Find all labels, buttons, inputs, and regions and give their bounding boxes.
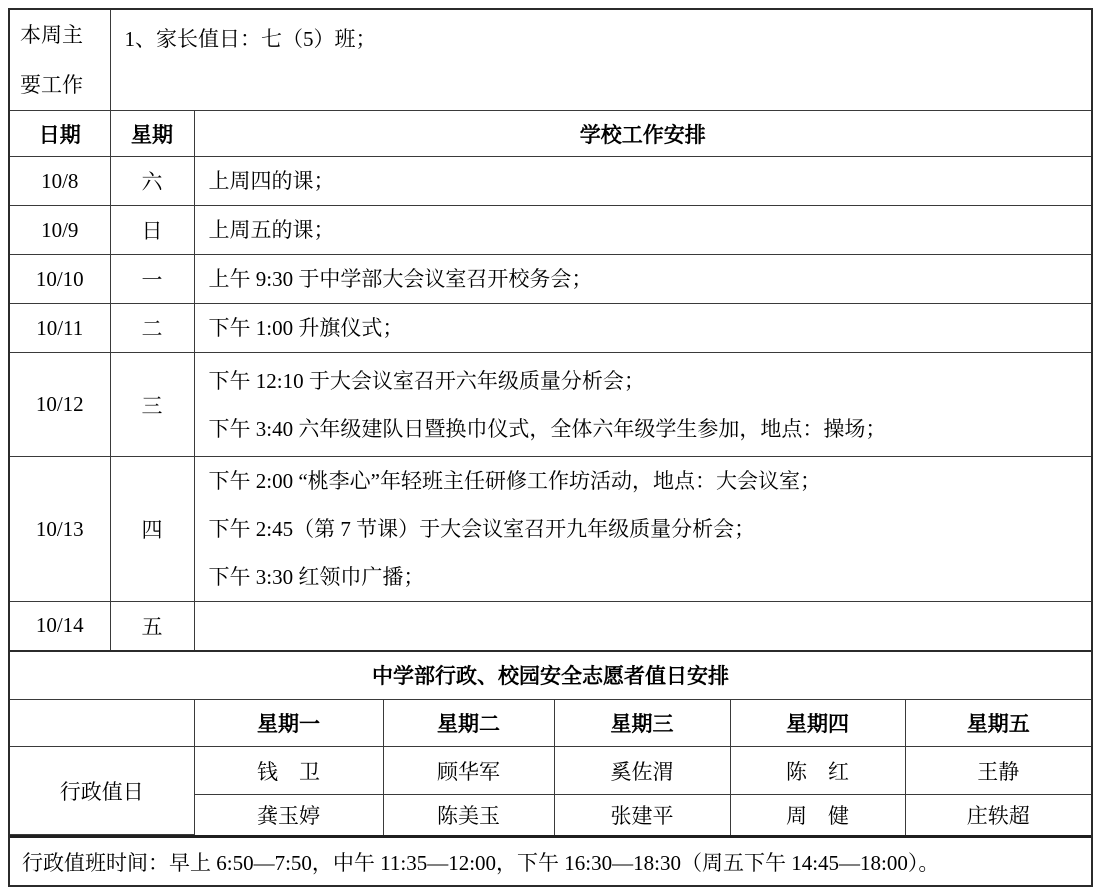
arrangement-item: 下午 2:45（第 7 节课）于大会议室召开九年级质量分析会； xyxy=(208,517,756,541)
weekday-cell: 二 xyxy=(110,304,194,353)
weekday-cell: 四 xyxy=(110,457,194,602)
duty-header-empty-cell xyxy=(10,700,194,747)
arrangement-cell xyxy=(194,602,1091,650)
duty-header-monday: 星期一 xyxy=(194,700,383,747)
weekday-cell: 六 xyxy=(110,157,194,206)
week-summary-row xyxy=(10,10,1091,111)
header-date: 日期 xyxy=(10,111,110,157)
schedule-row-10-9 xyxy=(10,206,1091,255)
arrangement-cell xyxy=(194,255,1091,304)
duty-name-cell: 庄轶超 xyxy=(905,795,1091,835)
duty-name-cell: 陈 红 xyxy=(730,747,905,795)
duty-header-wednesday: 星期三 xyxy=(554,700,730,747)
week-summary-label xyxy=(10,10,110,111)
date-cell: 10/11 xyxy=(10,304,110,353)
duty-name-cell: 顾华军 xyxy=(383,747,554,795)
arrangement-item: 上周四的课； xyxy=(208,169,335,193)
duty-names-row-1 xyxy=(10,747,1091,795)
duty-name-cell: 周 健 xyxy=(730,795,905,835)
arrangement-item: 下午 1:00 升旗仪式； xyxy=(208,316,404,340)
arrangement-item: 下午 3:40 六年级建队日暨换巾仪式，全体六年级学生参加，地点：操场； xyxy=(208,416,887,441)
duty-header-thursday: 星期四 xyxy=(730,700,905,747)
arrangement-cell xyxy=(194,457,1091,602)
schedule-document-frame xyxy=(8,8,1093,887)
date-cell: 10/14 xyxy=(10,602,110,650)
arrangement-cell xyxy=(194,206,1091,255)
weekday-cell: 三 xyxy=(110,353,194,457)
date-cell: 10/13 xyxy=(10,457,110,602)
arrangement-item: 上周五的课； xyxy=(208,218,335,242)
duty-name-cell: 钱 卫 xyxy=(194,747,383,795)
arrangement-item: 下午 2:00 “桃李心”年轻班主任研修工作坊活动，地点：大会议室； xyxy=(208,469,821,493)
duty-row-label: 行政值日 xyxy=(10,747,194,835)
weekday-cell: 一 xyxy=(110,255,194,304)
schedule-row-10-13 xyxy=(10,457,1091,602)
duty-hours-note: 行政值班时间：早上 6:50—7:50，中午 11:35—12:00，下午 16:30—18:30（周五下午 14:45—18:00）。 xyxy=(10,835,1091,885)
schedule-header-row xyxy=(10,111,1091,157)
duty-section-title: 中学部行政、校园安全志愿者值日安排 xyxy=(10,650,1091,700)
date-cell: 10/10 xyxy=(10,255,110,304)
duty-header-friday: 星期五 xyxy=(905,700,1091,747)
schedule-row-10-8 xyxy=(10,157,1091,206)
schedule-row-10-10 xyxy=(10,255,1091,304)
main-schedule-table xyxy=(10,10,1091,650)
arrangement-cell xyxy=(194,353,1091,457)
duty-header-row xyxy=(10,700,1091,747)
duty-roster-table xyxy=(10,700,1091,836)
date-cell: 10/12 xyxy=(10,353,110,457)
header-weekday: 星期 xyxy=(110,111,194,157)
arrangement-item: 下午 3:30 红领巾广播； xyxy=(208,565,425,589)
duty-header-tuesday: 星期二 xyxy=(383,700,554,747)
week-summary-content: 1、家长值日：七（5）班； xyxy=(110,10,1091,111)
arrangement-item: 上午 9:30 于中学部大会议室召开校务会； xyxy=(208,267,593,291)
duty-name-cell: 奚佐渭 xyxy=(554,747,730,795)
date-cell: 10/8 xyxy=(10,157,110,206)
duty-name-cell: 陈美玉 xyxy=(383,795,554,835)
date-cell: 10/9 xyxy=(10,206,110,255)
weekday-cell: 日 xyxy=(110,206,194,255)
schedule-row-10-14 xyxy=(10,602,1091,650)
week-summary-label-line2: 要工作 xyxy=(20,73,83,97)
arrangement-cell xyxy=(194,304,1091,353)
schedule-row-10-11 xyxy=(10,304,1091,353)
header-arrangement: 学校工作安排 xyxy=(194,111,1091,157)
schedule-row-10-12 xyxy=(10,353,1091,457)
weekday-cell: 五 xyxy=(110,602,194,650)
week-summary-label-line1: 本周主 xyxy=(20,23,83,47)
arrangement-cell xyxy=(194,157,1091,206)
duty-name-cell: 张建平 xyxy=(554,795,730,835)
arrangement-item: 下午 12:10 于大会议室召开六年级质量分析会； xyxy=(208,368,645,393)
duty-name-cell: 龚玉婷 xyxy=(194,795,383,835)
duty-name-cell: 王静 xyxy=(905,747,1091,795)
